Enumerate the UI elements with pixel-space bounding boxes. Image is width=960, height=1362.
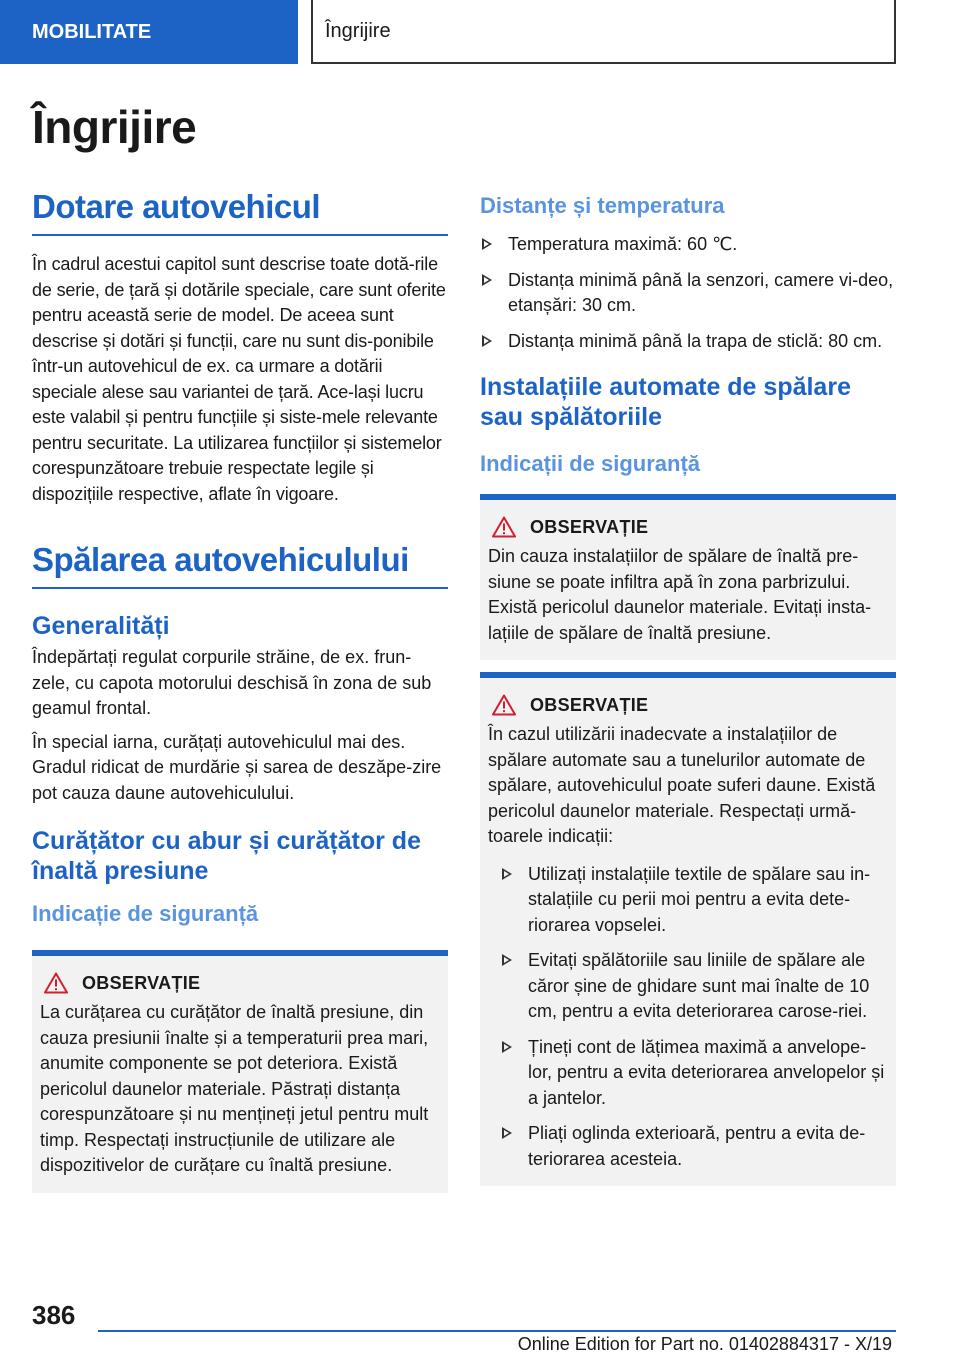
list-item-text: Pliați oglinda exterioară, pentru a evita de-teriorarea acesteia.: [528, 1123, 866, 1169]
list-item-text: Utilizați instalațiile textile de spălare sau in-stalațiile cu perii moi pentru a evita dete-riorarea vopselei.: [528, 863, 871, 935]
warning-title: OBSERVAȚIE: [82, 972, 201, 993]
list-item: [500, 948, 888, 1025]
page-number: 386: [32, 1300, 76, 1330]
heading-distante-temperatura: Distanțe și temperatura: [480, 193, 725, 218]
heading-curatator-abur: Curățător cu abur și curățător de înaltă presiune: [32, 827, 421, 885]
heading-spalarea-autovehiculului: Spălarea autovehiculului: [32, 541, 448, 589]
list-item-text: Evitați spălătoriile sau liniile de spălare ale căror șine de ghidare sunt mai înalte de 10 cm, pentru a evita deteriorarea carose-riei.: [528, 950, 870, 1021]
warning-header: [488, 694, 888, 716]
warning-box-spalatorii: [480, 672, 896, 1186]
list-distante: [480, 232, 896, 354]
heading-indicatie-siguranta: Indicație de siguranță: [32, 901, 259, 926]
triangle-bullet-icon: [502, 1127, 512, 1139]
footer-divider: [98, 1330, 896, 1332]
heading-instalatiile-automate: Instalațiile automate de spălare sau spălătoriile: [480, 373, 851, 431]
triangle-bullet-icon: [482, 274, 492, 286]
section-tab: MOBILITATE: [0, 0, 298, 64]
list-item: [480, 232, 896, 258]
warning-text: În cazul utilizării inadecvate a instalațiilor de spălare automate sau a tunelurilor automate de spălare, autovehiculul poate suferi daune. Există pericolul daunelor materiale. Respectați urmă-toarele indicații:: [488, 724, 876, 846]
list-item: [500, 1121, 888, 1172]
list-item: [500, 1035, 888, 1112]
heading-generalitati: Generalități: [32, 612, 170, 640]
warning-box-curatator: [32, 950, 448, 1193]
heading-indicatii-siguranta: Indicații de siguranță: [480, 451, 701, 476]
warning-title: OBSERVAȚIE: [530, 694, 649, 715]
warning-triangle-icon: [44, 972, 68, 994]
triangle-bullet-icon: [482, 238, 492, 250]
paragraph-generalitati-1: Îndepărtați regulat corpurile străine, de ex. frun-zele, cu capota motorului deschisă în zona de sub geamul frontal.: [32, 647, 432, 718]
right-column: [480, 188, 896, 1186]
warning-header: [488, 516, 888, 538]
list-item-text: Distanța minimă până la senzori, camere vi-deo, etanșări: 30 cm.: [508, 269, 894, 315]
list-item: [480, 329, 896, 355]
chapter-header: Îngrijire: [311, 0, 896, 64]
triangle-bullet-icon: [502, 1041, 512, 1053]
warning-triangle-icon: [492, 516, 516, 538]
list-item-text: Temperatura maximă: 60 ℃.: [508, 234, 738, 254]
heading-dotare-autovehicul: Dotare autovehicul: [32, 188, 448, 236]
paragraph-dotare: În cadrul acestui capitol sunt descrise toate dotă-rile de serie, de țară și dotările speciale, care sunt oferite pentru această serie de model. De aceea sunt descrise și dotări și funcții, care nu sunt dis-ponibile într-un autovehicul de ex. ca urmare a dotării speciale alese sau variantei de țară. Ace-lași lucru este valabil și pentru funcțiile și siste-mele relevante pentru securitate. La utilizarea funcțiilor și sistemelor corespunzătoare trebuie respectate legile și dispozițiile respective, aflate în vigoare.: [32, 254, 446, 504]
triangle-bullet-icon: [502, 954, 512, 966]
list-item: [500, 862, 888, 939]
list-item-text: Distanța minimă până la trapa de sticlă: 80 cm.: [508, 330, 883, 351]
triangle-bullet-icon: [482, 335, 492, 347]
paragraph-generalitati-2: În special iarna, curățați autovehiculul mai des. Gradul ridicat de murdărie și sarea de deszăpe-zire pot cauza daune autovehiculului.: [32, 731, 442, 803]
warning-header: [40, 972, 440, 994]
warning-title: OBSERVAȚIE: [530, 516, 649, 537]
list-item: [480, 268, 896, 319]
left-column: [32, 188, 448, 1193]
warning-box-inalta-presiune: [480, 494, 896, 660]
footer-edition: Online Edition for Part no. 01402884317 - X/19: [517, 1334, 892, 1354]
page-title: Îngrijire: [32, 101, 197, 153]
warning-text: Din cauza instalațiilor de spălare de înaltă pre-siune se poate infiltra apă în zona parbrizului. Există pericolul daunelor materiale. Evitați insta-lațiile de spălare de înaltă presiune.: [488, 546, 872, 643]
warning-text: La curățarea cu curățător de înaltă presiune, din cauza presiunii înalte și a temperaturii prea mari, anumite componente se pot deteriora. Există pericolul daunelor materiale. Păstrați distanța corespunzătoare și nu mențineți jetul pentru mult timp. Respectați instrucțiunile de utilizare ale dispozitivelor de curățare cu înaltă presiune.: [40, 1002, 429, 1175]
list-item-text: Țineți cont de lățimea maximă a anvelope-lor, pentru a evita deteriorarea anvelopelor și a jantelor.: [528, 1036, 885, 1108]
warning-triangle-icon: [492, 694, 516, 716]
list-indicatii: [488, 862, 888, 1173]
triangle-bullet-icon: [502, 868, 512, 880]
